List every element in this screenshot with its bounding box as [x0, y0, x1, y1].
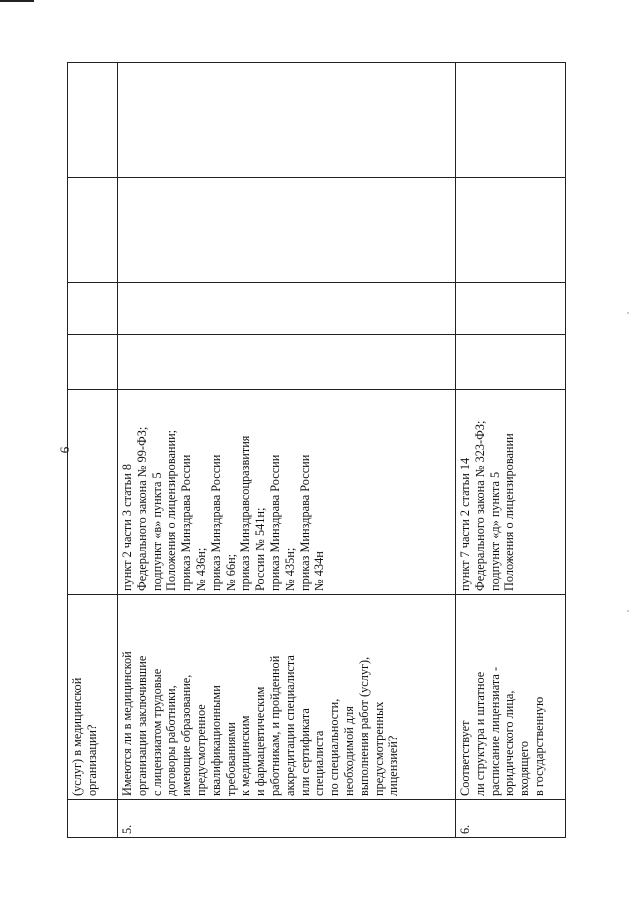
row-number-cell [68, 800, 118, 838]
text-line: пункт 7 части 2 статьи 14 [458, 457, 472, 591]
table-row [456, 63, 566, 838]
empty-cell [118, 283, 456, 335]
text-line: по специальности, [327, 698, 342, 796]
text-line: аккредитации специалиста [282, 655, 297, 796]
text-line: России № 541н; [253, 507, 268, 591]
empty-cell [118, 335, 456, 390]
question-cell [68, 595, 118, 800]
text-line: № 434н [312, 551, 327, 591]
legal-reference-cell [456, 390, 566, 595]
page-number: 6 [57, 446, 72, 454]
text-line: квалификационными [208, 685, 223, 796]
text-line: юридического лица, [502, 690, 517, 796]
scan-artifact-line [0, 0, 34, 2]
text-line: требованиями [223, 722, 238, 796]
row-number-cell: 5. [118, 800, 456, 838]
text-line: подпункт «в» пункта 5 [149, 472, 164, 591]
text-line: выполнения работ (услуг), [356, 656, 371, 796]
text-line: пункт 2 части 3 статьи 8 [120, 463, 134, 591]
empty-cell [68, 335, 118, 390]
text-line: и фармацевтическим [253, 686, 268, 796]
text-line: Федерального закона № 99-ФЗ; [134, 426, 149, 591]
question-cell [118, 595, 456, 800]
text-line: ли структура и штатное [472, 671, 487, 796]
text-line: предусмотренное [193, 704, 208, 796]
scan-artifact-speck [627, 610, 629, 612]
document-page [55, 63, 565, 838]
text-line: входящего [517, 740, 532, 796]
legal-reference-cell [118, 390, 456, 595]
text-line: приказ Минздрава России [179, 454, 194, 591]
table-row [118, 63, 456, 838]
empty-cell [456, 283, 566, 335]
text-line: имеющие образование, [179, 674, 194, 796]
text-line: предусмотренных [371, 701, 386, 796]
question-cell [456, 595, 566, 800]
text-line: № 66н; [223, 553, 238, 591]
empty-cell [68, 283, 118, 335]
empty-cell [456, 178, 566, 283]
text-line: в государственную [531, 696, 546, 796]
text-line: с лицензиатом трудовые [149, 668, 164, 796]
text-line: № 436н; [193, 547, 208, 591]
empty-cell [118, 63, 456, 178]
text-line: Положения о лицензировании; [164, 429, 179, 591]
text-line: приказ Минздрава России [267, 454, 282, 591]
text-line: организации заключившие [134, 655, 149, 796]
table-row [68, 63, 118, 838]
text-line: № 435н; [282, 547, 297, 591]
text-line: приказ Минздрава России [208, 454, 223, 591]
empty-cell [68, 178, 118, 283]
text-line: к медицинским [238, 715, 253, 796]
text-line: договоры работники, [164, 685, 179, 796]
empty-cell [456, 63, 566, 178]
scan-artifact-speck [627, 312, 629, 314]
empty-cell [456, 335, 566, 390]
text-line: расписание лицензиата - [487, 666, 502, 796]
text-line: приказ Минздравсоцразвития [238, 435, 253, 591]
text-line: подпункт «д» пункта 5 [487, 471, 502, 591]
text-line: приказ Минздрава России [297, 454, 312, 591]
text-line: работникам, и пройденной [267, 655, 282, 796]
empty-cell [68, 63, 118, 178]
text-line: Соответствует [458, 720, 472, 796]
text-line: необходимой для [341, 706, 356, 796]
row-number-cell: 6. [456, 800, 566, 838]
text-line: Положения о лицензировании [502, 433, 517, 591]
text-line: Федерального закона № 323-ФЗ; [472, 420, 487, 591]
licensing-checklist-table [67, 62, 566, 838]
text-line: или сертификата [297, 708, 312, 796]
text-line: (услуг) в медицинской [70, 677, 84, 796]
text-line: организации? [84, 724, 99, 796]
empty-cell [118, 178, 456, 283]
text-line: Имеются ли в медицинской [120, 651, 134, 796]
legal-reference-cell [68, 390, 118, 595]
text-line: специалиста [312, 730, 327, 796]
text-line: лицензией? [386, 735, 401, 796]
